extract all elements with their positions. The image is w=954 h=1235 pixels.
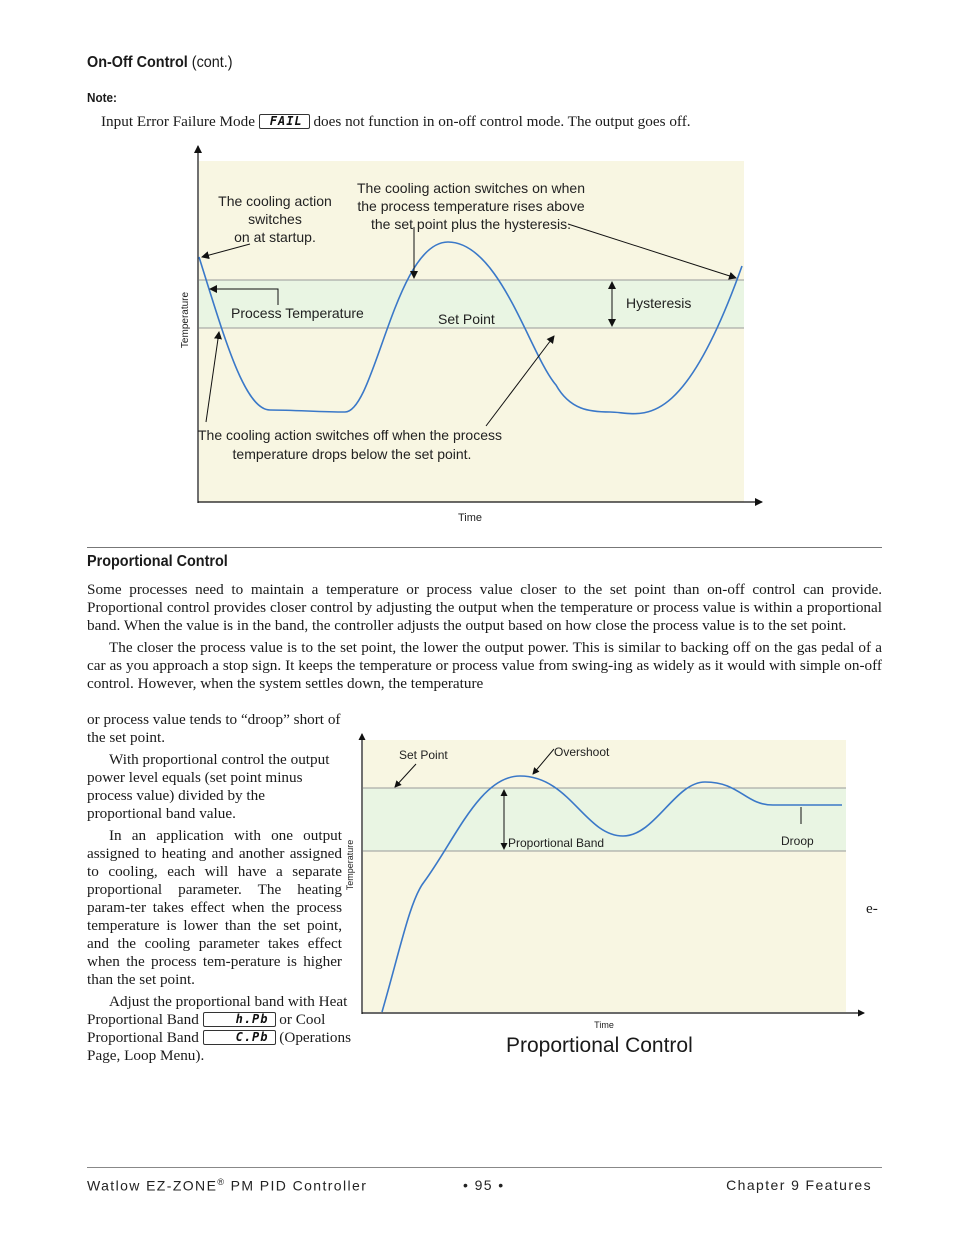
droop-label: Droop xyxy=(781,834,814,848)
section-heading-on-off xyxy=(87,54,233,72)
startup-annotation-line-3: on at startup. xyxy=(234,229,316,245)
paragraph-5-b: or Cool Proportional Band xyxy=(87,1011,326,1046)
switch-on-annotation-line-2: the process temperature rises above xyxy=(357,198,585,214)
process-temperature-label: Process Temperature xyxy=(231,305,364,321)
heading-text: On-Off Control xyxy=(87,54,188,71)
footer-product-tail: PM PID Controller xyxy=(225,1177,368,1194)
note-text xyxy=(101,113,691,131)
x-axis-label: Time xyxy=(457,512,483,524)
paragraph-5-c: (Operations Page, Loop Menu). xyxy=(87,1029,351,1064)
proportional-control-diagram xyxy=(340,730,870,1030)
set-point-label: Set Point xyxy=(438,311,495,327)
paragraph-5 xyxy=(87,993,377,1065)
switch-on-annotation-line-3: the set point plus the hysteresis. xyxy=(371,216,571,232)
startup-annotation-line-1: The cooling action xyxy=(218,193,332,209)
paragraph-2: The closer the process value is to the set point, the lower the output power. This is similar to backing off on the gas pedal of a car as you approach a stop sign. It keeps the temperature or process value from swing-ing as widely as it would with simple on-off control. However, when the system settles down, the temperature xyxy=(87,639,882,692)
heat-prop-band-code: h.Pb xyxy=(203,1012,276,1027)
switch-on-annotation-line-1: The cooling action switches on when xyxy=(356,180,586,196)
section-heading-proportional: Proportional Control xyxy=(87,553,228,570)
paragraph-1: Some processes need to maintain a temperature or process value closer to the set point than on-off control can provide. Proportional control provides closer control by adjusting the output when the temperature or process value is within a proportional band. When the value is in the band, the controller adjusts the output based on how close the process value is to the set point. xyxy=(87,581,882,634)
footer-chapter: Chapter 9 Features xyxy=(726,1177,872,1193)
footer-rule xyxy=(87,1167,882,1168)
paragraph-3: With proportional control the output power level equals (set point minus process value) divided by the proportional band value. xyxy=(87,751,330,822)
cool-prop-band-code: C.Pb xyxy=(203,1030,276,1045)
note-label: Note: xyxy=(87,90,117,105)
heading-cont: (cont.) xyxy=(187,54,233,71)
proportional-text-full-width xyxy=(87,581,882,693)
overshoot-label: Overshoot xyxy=(554,745,610,759)
y-axis-label: Temperature xyxy=(180,291,191,349)
figure-caption: Proportional Control xyxy=(506,1034,693,1057)
section-divider xyxy=(87,547,882,548)
stray-hyphen-fragment: e- xyxy=(866,900,878,917)
x-axis-label: Time xyxy=(594,1020,614,1030)
footer-product-name: Watlow EZ-ZONE xyxy=(87,1177,218,1194)
paragraph-2-tail: or process value tends to “droop” short of the set point. xyxy=(87,711,341,746)
plot-background xyxy=(363,740,846,1012)
paragraph-4: In an application with one output assigned to heating and another assigned to cooling, each will have a separate proportional parameter. The heating param-ter takes effect when the process temperature is lower than the set point, and the cooling parameter takes effect when the process tem-perature is higher than the set point. xyxy=(87,827,342,988)
note-text-after: does not function in on-off control mode. The output goes off. xyxy=(309,113,691,130)
fail-code-display: FAIL xyxy=(259,114,310,129)
startup-annotation-line-2: switches xyxy=(248,211,302,227)
set-point-label: Set Point xyxy=(399,748,448,762)
switch-off-annotation-line-1: The cooling action switches off when the process xyxy=(197,427,503,443)
switch-off-annotation-line-2: temperature drops below the set point. xyxy=(232,446,472,462)
registered-mark: ® xyxy=(217,1177,226,1187)
note-text-before: Input Error Failure Mode xyxy=(101,113,259,130)
y-axis-label: Temperature xyxy=(345,839,355,891)
footer-page-number: • 95 • xyxy=(463,1177,505,1193)
proportional-band-label: Proportional Band xyxy=(508,836,605,850)
paragraph-5-a: Adjust the proportional band with Heat Proportional Band xyxy=(87,993,348,1028)
proportional-band-area xyxy=(363,788,846,851)
on-off-control-diagram xyxy=(170,140,780,535)
footer-product xyxy=(87,1177,367,1194)
hysteresis-label: Hysteresis xyxy=(626,295,692,311)
proportional-text-column xyxy=(87,711,351,1065)
